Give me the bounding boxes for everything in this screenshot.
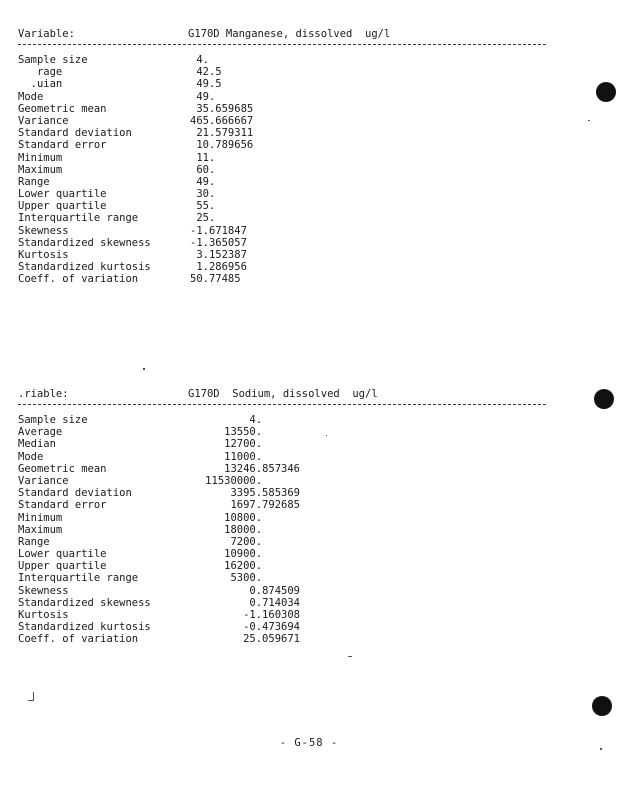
stat-name: Kurtosis	[18, 609, 69, 621]
stat-value: 25.	[190, 212, 216, 225]
stat-name: Variance	[18, 474, 69, 487]
stat-name: Lower quartile	[18, 548, 107, 561]
stats-list	[0, 54, 618, 286]
stat-name: Interquartile range	[18, 572, 139, 585]
scan-speck	[348, 656, 352, 657]
stat-row	[0, 273, 618, 285]
dashed-rule	[18, 404, 546, 405]
stat-value: 11000.	[224, 450, 300, 463]
variable-header	[0, 28, 618, 42]
stat-row	[0, 200, 618, 212]
stat-name: Upper quartile	[18, 200, 107, 213]
stats-list	[0, 414, 618, 646]
stat-name: Standardized kurtosis	[18, 621, 151, 634]
stat-row	[0, 609, 618, 621]
stat-value: 10800.	[224, 511, 300, 524]
stat-value: 1697.792685	[230, 499, 300, 512]
stat-value: 35.659685	[190, 102, 254, 115]
stat-name: Sample size	[18, 414, 88, 426]
stat-name: Median	[18, 438, 56, 451]
stat-value: 11530000.	[205, 474, 300, 487]
variable-code: G170D Sodium, dissolved ug/l	[188, 388, 378, 400]
stat-row	[0, 572, 618, 584]
stat-name: Sample size	[18, 54, 88, 66]
stat-name: Average	[18, 426, 63, 439]
variable-label: .riable:	[18, 388, 69, 400]
stat-row	[0, 54, 618, 66]
stat-row	[0, 585, 618, 597]
stat-row	[0, 451, 618, 463]
stat-value: 0.874509	[249, 584, 300, 597]
stat-row	[0, 438, 618, 450]
stat-name: Coeff. of variation	[18, 273, 139, 286]
stats-block-manganese	[0, 28, 618, 286]
scan-speck	[588, 120, 590, 121]
stat-row	[0, 475, 618, 487]
stat-name: Standardized kurtosis	[18, 261, 151, 274]
binder-hole-icon	[592, 696, 612, 716]
stat-value: 11.	[190, 151, 216, 164]
stat-row	[0, 78, 618, 90]
stat-row	[0, 463, 618, 475]
stat-row	[0, 261, 618, 273]
stat-row	[0, 249, 618, 261]
stat-value: 1.286956	[190, 261, 247, 274]
stat-row	[0, 91, 618, 103]
stat-value: 5300.	[230, 572, 300, 585]
stat-row	[0, 560, 618, 572]
stat-row	[0, 499, 618, 511]
stat-row	[0, 237, 618, 249]
stat-name: Standardized skewness	[18, 236, 151, 249]
stat-name: Standard deviation	[18, 487, 132, 500]
stat-row	[0, 164, 618, 176]
stat-name: Minimum	[18, 151, 63, 164]
stat-value: 25.059671	[243, 633, 300, 646]
stat-value: 12700.	[224, 438, 300, 451]
stat-row	[0, 621, 618, 633]
stat-row	[0, 633, 618, 645]
stat-row	[0, 152, 618, 164]
stat-value: 13550.	[224, 426, 300, 439]
stat-value: 16200.	[224, 560, 300, 573]
stat-name: Standard error	[18, 499, 107, 512]
stat-row	[0, 103, 618, 115]
stat-value: 10.789656	[190, 139, 254, 152]
stat-row	[0, 225, 618, 237]
stat-row	[0, 426, 618, 438]
stat-row	[0, 487, 618, 499]
stat-name: Standard deviation	[18, 127, 132, 140]
stat-row	[0, 548, 618, 560]
stat-name: Geometric mean	[18, 102, 107, 115]
stat-value: 4.	[190, 54, 209, 66]
scan-speck	[326, 435, 327, 436]
variable-label: Variable:	[18, 28, 75, 40]
stat-value: 42.5	[190, 66, 222, 79]
stat-row	[0, 414, 618, 426]
stat-name: Mode	[18, 450, 44, 463]
stat-value: -0.473694	[243, 621, 300, 634]
stat-name: Kurtosis	[18, 249, 69, 261]
stat-value: 0.714034	[249, 596, 300, 609]
stat-value: 18000.	[224, 523, 300, 536]
stat-value: 4.	[249, 414, 300, 426]
stat-row	[0, 127, 618, 139]
variable-header	[0, 388, 618, 402]
stat-name: Interquartile range	[18, 212, 139, 225]
stat-value: 49.5	[190, 78, 222, 91]
stat-value: 21.579311	[190, 127, 254, 140]
stat-value: -1.160308	[243, 609, 300, 621]
variable-code: G170D Manganese, dissolved ug/l	[188, 28, 391, 40]
stat-name: Minimum	[18, 511, 63, 524]
dashed-rule	[18, 44, 546, 45]
stat-row	[0, 139, 618, 151]
stat-name: Variance	[18, 114, 69, 127]
stats-block-sodium	[0, 388, 618, 646]
stat-name: Skewness	[18, 584, 69, 597]
stat-value: 49.	[190, 175, 216, 188]
stat-value: 3395.585369	[230, 487, 300, 500]
stat-value: 55.	[190, 200, 216, 213]
binder-hole-icon	[594, 389, 614, 409]
stat-name: Maximum	[18, 523, 63, 536]
scan-speck	[33, 692, 34, 700]
stat-name: Maximum	[18, 163, 63, 176]
stat-value: 60.	[190, 163, 216, 176]
stat-value: 10900.	[224, 548, 300, 561]
stat-row	[0, 512, 618, 524]
stat-name: Skewness	[18, 224, 69, 237]
stat-name: Range	[18, 535, 50, 548]
scan-speck	[143, 368, 145, 370]
stat-row	[0, 524, 618, 536]
page-number: - G-58 -	[279, 737, 339, 749]
stat-name: Geometric mean	[18, 462, 107, 475]
stat-value: -1.365057	[190, 236, 247, 249]
stat-value: 465.666667	[190, 114, 254, 127]
stat-name: Mode	[18, 90, 44, 103]
stat-value: 30.	[190, 188, 216, 201]
stat-value: -1.671847	[190, 224, 247, 237]
scan-speck	[28, 700, 34, 701]
stat-row	[0, 66, 618, 78]
stat-name: Standard error	[18, 139, 107, 152]
stat-name: Standardized skewness	[18, 596, 151, 609]
stat-row	[0, 115, 618, 127]
stat-value: 3.152387	[190, 249, 247, 261]
stat-value: 50.77485	[190, 273, 241, 286]
stat-value: 7200.	[230, 535, 300, 548]
stat-name: .uian	[18, 78, 63, 91]
stat-name: Coeff. of variation	[18, 633, 139, 646]
stat-name: Range	[18, 175, 50, 188]
stat-value: 13246.857346	[224, 462, 300, 475]
stat-row	[0, 188, 618, 200]
stat-value: 49.	[190, 90, 216, 103]
binder-hole-icon	[596, 82, 616, 102]
stat-row	[0, 536, 618, 548]
stat-name: Lower quartile	[18, 188, 107, 201]
stat-row	[0, 212, 618, 224]
stat-row	[0, 176, 618, 188]
stat-name: Upper quartile	[18, 560, 107, 573]
stat-row	[0, 597, 618, 609]
stat-name: rage	[18, 66, 63, 79]
